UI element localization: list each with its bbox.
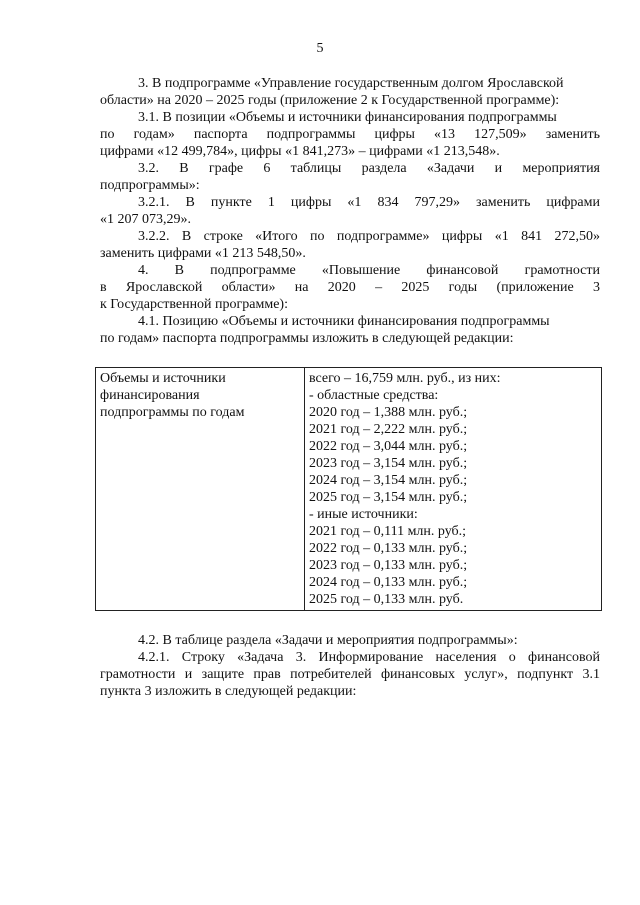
cell-line: всего – 16,759 млн. руб., из них:	[309, 371, 501, 386]
amendments-text-block	[100, 75, 600, 347]
paragraph-line: заменить цифрами «1 213 548,50».	[100, 246, 306, 261]
cell-line: 2020 год – 1,388 млн. руб.;	[309, 405, 468, 420]
cell-line: - иные источники:	[309, 507, 418, 522]
table-cell-values	[305, 368, 602, 611]
cell-line: 2022 год – 0,133 млн. руб.;	[309, 541, 468, 556]
cell-line: 2023 год – 0,133 млн. руб.;	[309, 558, 468, 573]
paragraph-line: в Ярославской области» на 2020 – 2025 годы (приложение 3	[100, 280, 600, 295]
funding-table	[95, 367, 602, 611]
paragraph-line: цифрами «12 499,784», цифры «1 841,273» – цифрами «1 213,548».	[100, 144, 500, 159]
table-cell-label	[96, 368, 305, 611]
paragraph-line: 4.1. Позицию «Объемы и источники финансирования подпрограммы	[138, 314, 550, 329]
paragraph-line: к Государственной программе):	[100, 297, 288, 312]
cell-line: подпрограммы по годам	[100, 405, 245, 420]
page-number: 5	[316, 41, 324, 56]
paragraph-line: 3.2.1. В пункте 1 цифры «1 834 797,29» заменить цифрами	[138, 195, 600, 210]
cell-line: 2024 год – 0,133 млн. руб.;	[309, 575, 468, 590]
paragraph-line: по годам» паспорта подпрограммы цифры «13 127,509» заменить	[100, 127, 600, 142]
paragraph-line: 3.2.2. В строке «Итого по подпрограмме» цифры «1 841 272,50»	[138, 229, 600, 244]
cell-line: 2021 год – 0,111 млн. руб.;	[309, 524, 467, 539]
cell-line: Объемы и источники	[100, 371, 226, 386]
cell-line: финансирования	[100, 388, 200, 403]
cell-line: 2021 год – 2,222 млн. руб.;	[309, 422, 468, 437]
table-amendments-text-block	[100, 632, 600, 700]
paragraph-line: по годам» паспорта подпрограммы изложить в следующей редакции:	[100, 331, 514, 346]
paragraph-line: области» на 2020 – 2025 годы (приложение 2 к Государственной программе):	[100, 93, 560, 108]
cell-line: - областные средства:	[309, 388, 439, 403]
table-row	[96, 368, 602, 611]
paragraph-line: подпрограммы»:	[100, 178, 200, 193]
cell-line: 2024 год – 3,154 млн. руб.;	[309, 473, 468, 488]
cell-line: 2025 год – 0,133 млн. руб.	[309, 592, 464, 607]
cell-line: 2025 год – 3,154 млн. руб.;	[309, 490, 468, 505]
paragraph-line: 3.1. В позиции «Объемы и источники финансирования подпрограммы	[138, 110, 557, 125]
paragraph-line: грамотности и защите прав потребителей финансовых услуг», подпункт 3.1	[100, 667, 600, 682]
paragraph-line: «1 207 073,29».	[100, 212, 191, 227]
paragraph-line: 3. В подпрограмме «Управление государственным долгом Ярославской	[138, 76, 564, 91]
cell-line: 2023 год – 3,154 млн. руб.;	[309, 456, 468, 471]
paragraph-line: пункта 3 изложить в следующей редакции:	[100, 684, 357, 699]
paragraph-line: 4.2. В таблице раздела «Задачи и мероприятия подпрограммы»:	[138, 633, 518, 648]
cell-line: 2022 год – 3,044 млн. руб.;	[309, 439, 468, 454]
paragraph-line: 4.2.1. Строку «Задача 3. Информирование населения о финансовой	[138, 650, 600, 665]
paragraph-line: 4. В подпрограмме «Повышение финансовой грамотности	[138, 263, 600, 278]
paragraph-line: 3.2. В графе 6 таблицы раздела «Задачи и мероприятия	[138, 161, 600, 176]
